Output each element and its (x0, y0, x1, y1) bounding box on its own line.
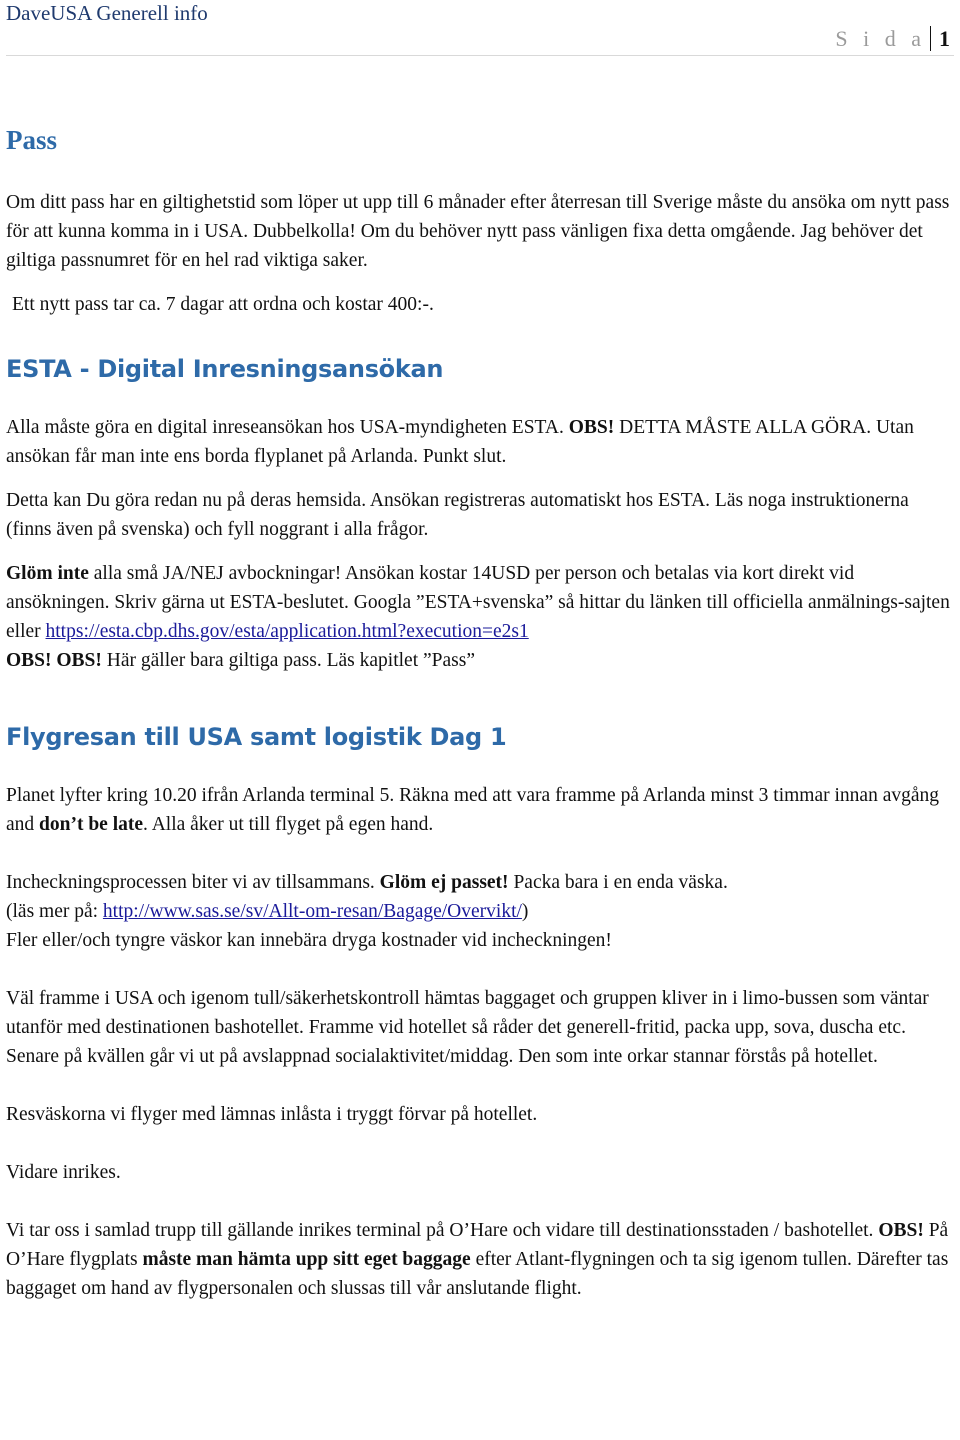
flyg-paragraph-4: Resväskorna vi flyger med lämnas inlåsta i tryggt förvar på hotellet. (6, 1104, 538, 1125)
flyg-paragraph-2 (6, 868, 954, 955)
esta-paragraph-3 (6, 559, 954, 675)
esta-application-link[interactable]: https://esta.cbp.dhs.gov/esta/application.html?execution=e2s1 (45, 621, 529, 642)
sas-baggage-link[interactable]: http://www.sas.se/sv/Allt-om-resan/Bagage/Overvikt/ (102, 901, 522, 922)
flyg-p2-text-a: Incheckningsprocessen biter vi av tillsammans. (6, 872, 375, 893)
esta-p3-text-a: alla små JA/NEJ avbockningar! Ansökan kostar 14USD per person och betalas via kort direkt vid ansökningen. Skriv gärna ut ESTA-beslutet. Googla ”ESTA+svenska” så hittar du länken till officiella anmälnings-sajten eller (6, 563, 950, 642)
flyg-p6-bold: måste man hämta upp sitt eget baggage (142, 1249, 471, 1270)
header-divider (6, 55, 954, 56)
flyg-p2-text-b: Packa bara i en enda väska. (513, 872, 728, 893)
heading-flygresan: Flygresan till USA samt logistik Dag 1 (6, 723, 507, 751)
esta-p3-obs: OBS! OBS! (6, 650, 102, 671)
flyg-p2-text-e: Fler eller/och tyngre väskor kan innebära dryga kostnader vid incheckningen! (6, 930, 612, 951)
esta-paragraph-2: Detta kan Du göra redan nu på deras hemsida. Ansökan registreras automatiskt hos ESTA. Läs noga instruktionerna (finns även på svenska) och fyll noggrant i alla frågor. (6, 490, 909, 540)
flyg-p2-text-c: (läs mer på: (6, 901, 99, 922)
flyg-paragraph-5: Vidare inrikes. (6, 1162, 121, 1183)
flyg-p1-text-a: Planet lyfter kring 10.20 ifrån Arlanda terminal 5. Räkna med att vara framme på Arlanda minst 3 timmar innan avgång and (6, 785, 940, 835)
flyg-p6-text-b: På O’Hare flygplats (6, 1220, 949, 1270)
flyg-p1-bold: don’t be late (39, 814, 144, 835)
esta-p1-obs: OBS! (568, 417, 615, 438)
flyg-p2-text-d: ) (521, 901, 529, 922)
flyg-p1-text-b: . Alla åker ut till flyget på egen hand. (143, 814, 434, 835)
flyg-paragraph-6 (6, 1216, 954, 1303)
pass-paragraph-1: Om ditt pass har en giltighetstid som löper ut upp till 6 månader efter återresan till Sverige måste du ansöka om nytt pass för att kunna komma in i USA. Dubbelkolla! Om du behöver nytt pass vänligen fixa detta omgående. Jag behöver det giltiga passnumret för en hel rad viktiga saker. (6, 192, 950, 271)
page-number: 1 (930, 26, 950, 51)
heading-pass: Pass (6, 125, 58, 155)
esta-p1-text-b: DETTA MÅSTE ALLA GÖRA. Utan ansökan får man inte ens borda flyplanet på Arlanda. Punkt slut. (6, 417, 914, 467)
page-label: S i d a (835, 26, 926, 51)
flyg-p6-text-c: efter Atlant-flygningen och ta sig igenom tullen. Därefter tas baggaget om hand av flygpersonalen och slussas till vår anslutande flight. (6, 1249, 949, 1299)
esta-p3-text-b: Här gäller bara giltiga pass. Läs kapitlet ”Pass” (106, 650, 475, 671)
flyg-p2-bold: Glöm ej passet! (379, 872, 509, 893)
flyg-paragraph-3: Väl framme i USA och igenom tull/säkerhetskontroll hämtas baggaget och gruppen kliver in i limo-bussen som väntar utanför med destinationen bashotellet. Framme vid hotellet så råder det generell-fritid, packa upp, sova, duscha etc. Senare på kvällen går vi ut på avslappnad socialaktivitet/middag. Den som inte orkar stannar förstås på hotellet. (6, 988, 929, 1067)
flyg-p6-text-a: Vi tar oss i samlad trupp till gällande inrikes terminal på O’Hare och vidare till destinationsstaden / bashotellet. (6, 1220, 874, 1241)
document-body (6, 118, 954, 1303)
page-indicator (835, 26, 950, 52)
document-title: DaveUSA Generell info (6, 1, 208, 25)
pass-paragraph-2: Ett nytt pass tar ca. 7 dagar att ordna och kostar 400:-. (12, 294, 434, 315)
esta-p1-text-a: Alla måste göra en digital inreseansökan hos USA-myndigheten ESTA. (6, 417, 564, 438)
flyg-p6-obs: OBS! (878, 1220, 924, 1241)
esta-paragraph-1 (6, 413, 954, 471)
heading-esta: ESTA - Digital Inresningsansökan (6, 355, 444, 383)
esta-p3-bold: Glöm inte (6, 563, 89, 584)
flyg-paragraph-1 (6, 781, 954, 839)
